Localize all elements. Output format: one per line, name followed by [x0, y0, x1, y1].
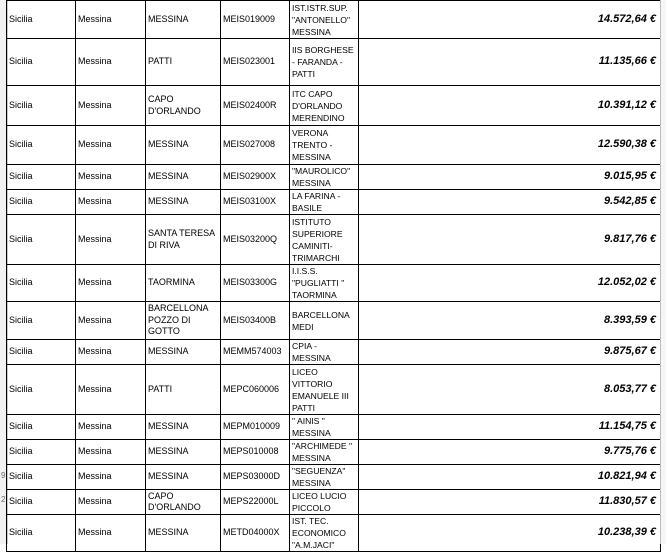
region-cell[interactable]: Sicilia — [7, 365, 76, 415]
table-row — [7, 215, 661, 265]
table-row — [7, 415, 661, 440]
comune-cell[interactable]: BARCELLONA POZZO DI GOTTO — [146, 302, 221, 340]
school-cell[interactable]: ITC CAPO D'ORLANDO MERENDINO — [290, 86, 359, 126]
school-cell[interactable]: I.I.S.S. "PUGLIATTI " TAORMINA — [290, 265, 359, 302]
code-cell[interactable]: MEPS22000L — [221, 490, 290, 515]
code-cell[interactable]: MEIS027008 — [221, 126, 290, 165]
code-cell[interactable]: MEIS03300G — [221, 265, 290, 302]
amount-cell[interactable]: 11.135,66 € — [359, 39, 661, 86]
amount-cell[interactable]: 9.015,95 € — [359, 165, 661, 190]
table-row — [7, 365, 661, 415]
province-cell[interactable]: Messina — [76, 465, 146, 490]
table-row — [7, 39, 661, 86]
amount-cell[interactable]: 8.053,77 € — [359, 365, 661, 415]
region-cell[interactable]: Sicilia — [7, 1, 76, 39]
comune-cell[interactable]: SANTA TERESA DI RIVA — [146, 215, 221, 265]
comune-cell[interactable]: TAORMINA — [146, 265, 221, 302]
comune-cell[interactable]: PATTI — [146, 39, 221, 86]
province-cell[interactable]: Messina — [76, 340, 146, 365]
comune-cell[interactable]: MESSINA — [146, 465, 221, 490]
province-cell[interactable]: Messina — [76, 265, 146, 302]
region-cell[interactable]: Sicilia — [7, 440, 76, 465]
spreadsheet-table — [6, 0, 661, 552]
comune-cell[interactable]: MESSINA — [146, 415, 221, 440]
school-cell[interactable]: IST. TEC. ECONOMICO "A.M.JACI" — [290, 515, 359, 552]
code-cell[interactable]: MEPS03000D — [221, 465, 290, 490]
school-cell[interactable]: "ARCHIMEDE " MESSINA — [290, 440, 359, 465]
province-cell[interactable]: Messina — [76, 490, 146, 515]
school-cell[interactable]: "MAUROLICO" MESSINA — [290, 165, 359, 190]
province-cell[interactable]: Messina — [76, 440, 146, 465]
table-row — [7, 465, 661, 490]
code-cell[interactable]: MEIS02400R — [221, 86, 290, 126]
amount-cell[interactable]: 10.391,12 € — [359, 86, 661, 126]
region-cell[interactable]: Sicilia — [7, 215, 76, 265]
comune-cell[interactable]: MESSINA — [146, 1, 221, 39]
region-cell[interactable]: Sicilia — [7, 39, 76, 86]
code-cell[interactable]: MEPS010008 — [221, 440, 290, 465]
code-cell[interactable]: METD04000X — [221, 515, 290, 552]
school-cell[interactable]: " AINIS " MESSINA — [290, 415, 359, 440]
school-cell[interactable]: BARCELLONA MEDI — [290, 302, 359, 340]
code-cell[interactable]: MEIS03200Q — [221, 215, 290, 265]
region-cell[interactable]: Sicilia — [7, 302, 76, 340]
table-row — [7, 190, 661, 215]
province-cell[interactable]: Messina — [76, 415, 146, 440]
province-cell[interactable]: Messina — [76, 302, 146, 340]
table-row — [7, 340, 661, 365]
comune-cell[interactable]: PATTI — [146, 365, 221, 415]
table-row — [7, 86, 661, 126]
table-row — [7, 265, 661, 302]
province-cell[interactable]: Messina — [76, 215, 146, 265]
row-header-number: 9 — [1, 471, 6, 480]
comune-cell[interactable]: MESSINA — [146, 515, 221, 552]
school-cell[interactable]: IIS BORGHESE - FARANDA - PATTI — [290, 39, 359, 86]
code-cell[interactable]: MEMM574003 — [221, 340, 290, 365]
code-cell[interactable]: MEPM010009 — [221, 415, 290, 440]
table-row — [7, 490, 661, 515]
province-cell[interactable]: Messina — [76, 1, 146, 39]
province-cell[interactable]: Messina — [76, 126, 146, 165]
amount-cell[interactable]: 14.572,64 € — [359, 1, 661, 39]
region-cell[interactable]: Sicilia — [7, 490, 76, 515]
comune-cell[interactable]: MESSINA — [146, 340, 221, 365]
code-cell[interactable]: MEIS02900X — [221, 165, 290, 190]
comune-cell[interactable]: MESSINA — [146, 165, 221, 190]
comune-cell[interactable]: CAPO D'ORLANDO — [146, 490, 221, 515]
row-header-number: 2 — [1, 495, 6, 504]
amount-cell[interactable]: 12.590,38 € — [359, 126, 661, 165]
school-cell[interactable]: LICEO VITTORIO EMANUELE III PATTI — [290, 365, 359, 415]
table-row — [7, 1, 661, 39]
region-cell[interactable]: Sicilia — [7, 265, 76, 302]
region-cell[interactable]: Sicilia — [7, 465, 76, 490]
school-cell[interactable]: ISTITUTO SUPERIORE CAMINITI-TRIMARCHI — [290, 215, 359, 265]
table-row — [7, 302, 661, 340]
province-cell[interactable]: Messina — [76, 515, 146, 552]
code-cell[interactable]: MEIS03400B — [221, 302, 290, 340]
amount-cell[interactable]: 10.821,94 € — [359, 465, 661, 490]
amount-cell[interactable]: 9.817,76 € — [359, 215, 661, 265]
school-cell[interactable]: CPIA - MESSINA — [290, 340, 359, 365]
table-row — [7, 165, 661, 190]
province-cell[interactable]: Messina — [76, 86, 146, 126]
code-cell[interactable]: MEPC060006 — [221, 365, 290, 415]
code-cell[interactable]: MEIS03100X — [221, 190, 290, 215]
region-cell[interactable]: Sicilia — [7, 165, 76, 190]
comune-cell[interactable]: MESSINA — [146, 190, 221, 215]
province-cell[interactable]: Messina — [76, 365, 146, 415]
region-cell[interactable]: Sicilia — [7, 340, 76, 365]
region-cell[interactable]: Sicilia — [7, 190, 76, 215]
table-row — [7, 440, 661, 465]
table-row — [7, 126, 661, 165]
region-cell[interactable]: Sicilia — [7, 515, 76, 552]
amount-cell[interactable]: 11.154,75 € — [359, 415, 661, 440]
school-cell[interactable]: VERONA TRENTO - MESSINA — [290, 126, 359, 165]
code-cell[interactable]: MEIS023001 — [221, 39, 290, 86]
province-cell[interactable]: Messina — [76, 165, 146, 190]
region-cell[interactable]: Sicilia — [7, 415, 76, 440]
comune-cell[interactable]: CAPO D'ORLANDO — [146, 86, 221, 126]
amount-cell[interactable]: 10.238,39 € — [359, 515, 661, 552]
province-cell[interactable]: Messina — [76, 190, 146, 215]
amount-cell[interactable]: 9.775,76 € — [359, 440, 661, 465]
school-cell[interactable]: LA FARINA - BASILE — [290, 190, 359, 215]
region-cell[interactable]: Sicilia — [7, 86, 76, 126]
school-cell[interactable]: "SEGUENZA" MESSINA — [290, 465, 359, 490]
code-cell[interactable]: MEIS019009 — [221, 1, 290, 39]
table-row — [7, 515, 661, 552]
school-cell[interactable]: LICEO LUCIO PICCOLO — [290, 490, 359, 515]
amount-cell[interactable]: 8.393,59 € — [359, 302, 661, 340]
right-window-edge — [660, 0, 666, 544]
comune-cell[interactable]: MESSINA — [146, 440, 221, 465]
region-cell[interactable]: Sicilia — [7, 126, 76, 165]
comune-cell[interactable]: MESSINA — [146, 126, 221, 165]
school-cell[interactable]: IST.ISTR.SUP. "ANTONELLO" MESSINA — [290, 1, 359, 39]
amount-cell[interactable]: 9.875,67 € — [359, 340, 661, 365]
amount-cell[interactable]: 11.830,57 € — [359, 490, 661, 515]
province-cell[interactable]: Messina — [76, 39, 146, 86]
amount-cell[interactable]: 12.052,02 € — [359, 265, 661, 302]
amount-cell[interactable]: 9.542,85 € — [359, 190, 661, 215]
